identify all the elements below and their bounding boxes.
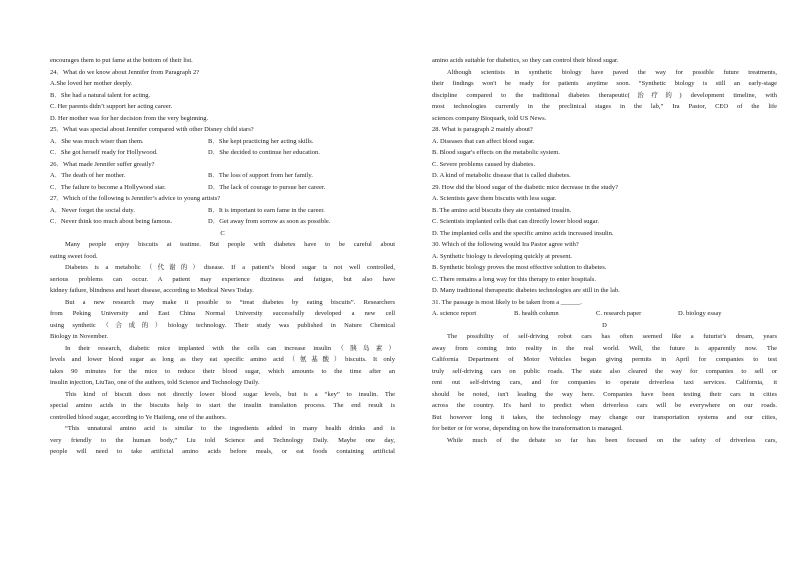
text-line: away from coming into reality in the real world. Well, the future is apparently now. The [432, 344, 777, 352]
text-line: across the country. It's hard to predict when driverless cars will be everywhere on our roads. [432, 402, 777, 409]
paragraph-4 [50, 343, 395, 389]
question-stem: 31. The passage is most likely to be taken from a ______. [432, 298, 582, 306]
option-a: A.She loved her mother deeply. [50, 80, 133, 87]
text-line: eating sweet food. [50, 252, 98, 260]
option-b: B. Synthetic biology proves the most effective solution to diabetes. [432, 264, 607, 271]
question-29 [432, 182, 777, 240]
option-d: D．Get away from sorrow as soon as possible. [208, 218, 331, 225]
option-a: A．She was much wiser than them. [50, 137, 144, 145]
right-column [432, 55, 777, 446]
text-line: sciences company Bioquark, told US News. [432, 114, 547, 122]
option-c: C. Severe problems caused by diabetes. [432, 160, 536, 168]
text-line: takes 90 minutes for the mice to reduce their blood sugar, which amounts to the time after an [50, 367, 395, 375]
text-line: But however long it takes, the technology may change our transportation systems and our cities, [432, 413, 777, 421]
question-stem: 29. How did the blood sugar of the diabetic mice decrease in the study? [432, 183, 618, 191]
question-24 [50, 67, 395, 125]
option-b: B. Blood sugar's effects on the metabolic system. [432, 149, 560, 156]
text-line: discipline compared to the traditional diabetes therapeutic(治疗的) development timeline, with [432, 91, 777, 99]
left-column [50, 55, 395, 458]
options-row [50, 205, 395, 217]
option-d: D. The implanted cells and the specific amino acids increased insulin. [432, 229, 614, 237]
option-a: A. Diseases that can affect blood sugar. [432, 137, 535, 145]
text-line: Many people enjoy biscuits at teatime. But people with diabetes have to be careful about [65, 241, 395, 248]
text-line: people will need to take artificial amino acids before meals, or eat foods containing artificial [50, 448, 395, 455]
option-c: C．She got herself ready for Hollywood. [50, 149, 158, 156]
text-line: This kind of biscuit does not directly lower blood sugar levels, but is a “key” to insulin. The [65, 390, 395, 398]
paragraph-7 [432, 67, 777, 125]
option-d: D. Her mother was for her decision from the very beginning. [50, 114, 209, 122]
option-d: D. A kind of metabolic disease that is called diabetes. [432, 172, 571, 179]
text-line: California Department of Motor Vehicles began giving permits in April for companies to test [432, 356, 777, 363]
text-line: kidney failure, blindness and heart disease, according to Medical News Today. [50, 287, 254, 294]
paragraph-continuation: amino acids suitable for diabetics, so they can control their blood sugar. [432, 57, 619, 64]
question-27 [50, 193, 395, 228]
option-a: A. Scientists gave them biscuits with less sugar. [432, 195, 557, 202]
text-line: Diabetes is a metabolic（代谢的）disease. If a patient’s blood sugar is not well controlled, [65, 264, 395, 271]
text-line: controlled blood sugar, according to Ye Haifeng, one of the authors. [50, 413, 227, 421]
question-30 [432, 239, 777, 297]
question-28 [432, 124, 777, 182]
option-d: D．The lack of courage to pursue her career. [208, 183, 326, 191]
text-line: In their research, diabetic mice implanted with the cells can increase insulin（胰岛素） [65, 344, 395, 352]
text-line: serious problems can occur. A patient may experience dizziness and fatigue, but also have [50, 275, 395, 283]
text-line: “This unnatural amino acid is similar to the ingredients added in many health drinks and is [65, 425, 395, 432]
option-b: B．The loss of support from her family. [208, 172, 313, 179]
option-d: D. biology essay [678, 310, 722, 317]
text-line: Biology in November. [50, 333, 108, 340]
paragraph-2 [50, 262, 395, 297]
question-stem: 24．What do we know about Jennifer from Paragraph 2? [50, 68, 200, 76]
text-line: rent out self-driving cars, and for companies to operate driverless taxi services. California, it [432, 379, 777, 386]
text-line: most technologies currently in the preclinical stages in the lab,” Ira Pastor, CEO of the life [432, 103, 777, 110]
text-line: their findings won't be ready for patients anytime soon. “Synthetic biology is still an early-stage [432, 80, 777, 87]
section-heading-c: C [220, 229, 225, 237]
options-row [50, 216, 395, 228]
option-d: D. Many traditional therapeutic diabetes technologies are still in the lab. [432, 287, 620, 294]
option-a: A. science report [432, 310, 477, 317]
option-c: C．The failure to become a Hollywood star. [50, 183, 166, 191]
option-a: A．The death of her mother. [50, 172, 126, 179]
option-b: B．She kept practicing her acting skills. [208, 137, 314, 145]
option-b: B. The amino acid biscuits they ate contained insulin. [432, 206, 572, 214]
question-stem: 30. Which of the following would Ira Pastor agree with? [432, 241, 579, 248]
paragraph-8 [432, 331, 777, 435]
paragraph-1 [50, 239, 395, 262]
paragraph-3 [50, 297, 395, 343]
options-row [50, 147, 395, 159]
options-row [50, 136, 395, 148]
text-line: from Peking University and East China Normal University successfully developed a new cell [50, 310, 395, 317]
question-stem: 25．What was special about Jennifer compared with other Disney child stars? [50, 126, 254, 133]
question-stem: 28. What is paragraph 2 mainly about? [432, 126, 533, 133]
options-row [432, 308, 777, 320]
option-b: B. health column [514, 310, 559, 317]
text-line: truly self-driving cars on public roads. The state also cleared the way for companies to sell or [432, 367, 777, 375]
text-line: for better or for worse, depending on how the transformation is managed. [432, 425, 623, 432]
text-line: should be noted, isn't leading the way here. Companies have been testing their cars in cities [432, 390, 777, 398]
question-26 [50, 159, 395, 194]
paragraph-5 [50, 389, 395, 424]
option-c: C. Scientists implanted cells that can directly lower blood sugar. [432, 218, 599, 225]
option-c: C. research paper [596, 310, 642, 317]
option-c: C. Her parents didn’t support her acting career. [50, 103, 173, 110]
passage-b-ending: encourages them to put fame at the bottom of their list. [50, 57, 193, 64]
text-line: special amino acids in the biscuits help to start the insulin translation process. The end result is [50, 402, 395, 409]
options-row [50, 182, 395, 194]
text-line: insulin injection, LiuTao, one of the authors, told Science and Technology Daily. [50, 379, 260, 386]
question-25 [50, 124, 395, 159]
question-31 [432, 297, 777, 320]
question-stem: 26．What made Jennifer suffer greatly? [50, 160, 155, 168]
option-a: A．Never forget the social duty. [50, 206, 135, 214]
text-line: The possibility of self-driving robot cars has often seemed like a futurist’s dream, years [447, 333, 777, 340]
option-a: A. Synthetic biology is developing quickly at present. [432, 252, 572, 260]
option-b: B．It is important to earn fame in the career. [208, 206, 325, 214]
text-line: While much of the debate so far has been focused on the safety of driverless cars, [447, 436, 777, 444]
option-c: C．Never think too much about being famous. [50, 218, 173, 225]
paragraph-9 [432, 435, 777, 447]
paragraph-6 [50, 423, 395, 458]
section-heading-d: D [602, 321, 607, 329]
text-line: levels and lower blood sugar as long as they eat specific amino acid（氨基酸）biscuits. It only [50, 356, 395, 363]
option-d: D．She decided to continue her education. [208, 149, 320, 156]
text-line: But a new research may make it possible to “treat diabetes by eating biscuits”. Researchers [65, 298, 395, 306]
option-c: C. There remains a long way for this therapy to enter hospitals. [432, 275, 596, 283]
text-line: using synthetic（合成的）biology technology. Their study was published in Nature Chemical [50, 321, 395, 329]
question-stem: 27．Which of the following is Jennifer’s advice to young artists? [50, 195, 221, 202]
text-line: very friendly to the human body,” Liu told Science and Technology Daily. Maybe one day, [50, 436, 395, 444]
option-b: B．She had a natural talent for acting. [50, 91, 151, 99]
text-line: Although scientists in synthetic biology have paved the way for possible future treatments, [447, 68, 777, 76]
options-row [50, 170, 395, 182]
